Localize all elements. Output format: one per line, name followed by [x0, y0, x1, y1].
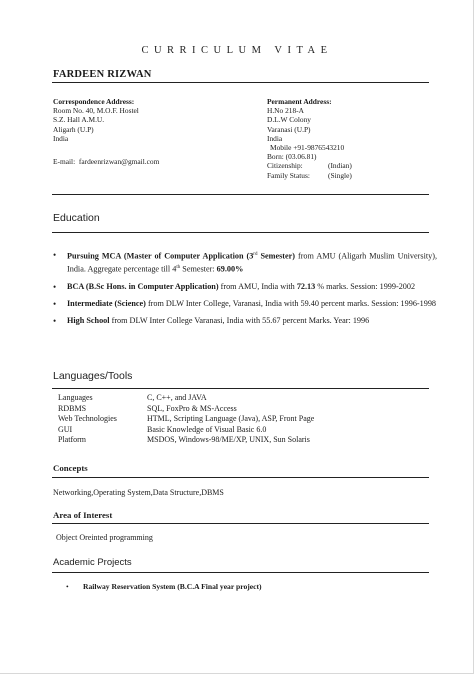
bullet-icon: • [53, 250, 57, 260]
correspondence-heading: Correspondence Address: [53, 97, 135, 106]
bullet-icon: • [66, 582, 69, 591]
permanent-address [267, 97, 352, 180]
address-divider [52, 194, 429, 195]
candidate-name: FARDEEN RIZWAN [53, 69, 152, 80]
concepts-divider [52, 477, 429, 478]
permanent-line: D.L.W Colony [267, 115, 312, 125]
education-item: • High School from DLW Inter College Varanasi, India with 55.67 percent Marks. Year: 1996 [53, 316, 370, 327]
bullet-icon: • [53, 298, 57, 309]
email-address[interactable]: fardeenrizwan@gmail.com [78, 157, 160, 166]
table-row: Platform MSDOS, Windows-98/ME/XP, UNIX, Sun Solaris [58, 435, 310, 445]
interest-divider [52, 523, 429, 524]
education-item: • BCA (B.Sc Hons. in Computer Application) from AMU, India with 72.13 % marks. Session: 1999-2002 [53, 281, 416, 292]
date-of-birth: Born: (03.06.81) [267, 152, 317, 162]
mobile-number: Mobile +91-9876543210 [270, 143, 345, 153]
languages-table [58, 393, 314, 446]
interest-text: Object Oreinted programming [56, 533, 153, 542]
correspondence-line: India [53, 133, 69, 143]
languages-heading: Languages/Tools [53, 370, 133, 382]
permanent-line: India [267, 133, 283, 143]
interest-heading: Area of Interest [53, 510, 113, 520]
education-heading: Education [53, 212, 100, 224]
languages-divider [52, 388, 429, 389]
correspondence-address [53, 97, 139, 143]
correspondence-line: Aligarh (U.P) [53, 124, 94, 134]
citizenship-value: (Indian) [328, 161, 352, 171]
permanent-line: H.No 218-A [267, 106, 304, 116]
family-status-row [267, 171, 352, 180]
document-title: CURRICULUM VITAE [141, 45, 333, 56]
family-status-value: (Single) [328, 170, 352, 180]
name-divider [52, 82, 429, 83]
project-item: • Railway Reservation System (B.C.A Final year project) [66, 582, 262, 591]
bullet-icon: • [53, 281, 57, 292]
permanent-heading: Permanent Address: [267, 97, 332, 106]
projects-divider [52, 572, 429, 573]
family-status-label: Family Status: [267, 170, 310, 180]
table-row: GUI Basic Knowledge of Visual Basic 6.0 [58, 424, 267, 434]
projects-heading: Academic Projects [53, 557, 132, 568]
education-divider [52, 232, 429, 233]
table-row: RDBMS SQL, FoxPro & MS-Access [58, 403, 237, 413]
permanent-line: Varanasi (U.P) [267, 124, 311, 134]
correspondence-line: Room No. 40, M.O.F. Hostel [53, 106, 139, 116]
table-row: Languages C, C++, and JAVA [58, 393, 207, 402]
table-row: Web Technologies HTML, Scripting Language (Java), ASP, Front Page [58, 414, 315, 424]
bullet-icon: • [53, 316, 57, 327]
concepts-heading: Concepts [53, 463, 88, 473]
citizenship-row [267, 161, 352, 170]
email-label: E-mail: [53, 157, 76, 166]
education-item: • Intermediate (Science) from DLW Inter College, Varanasi, India with 59.40 percent marks. Session: 1996-1998 [53, 298, 437, 309]
education-item: • Pursuing MCA (Master of Computer Application (3rd Semester) from AMU (Aligarh Muslim University), India. Aggregate percentage till 4th Semester: 69.00% [53, 250, 437, 274]
concepts-text: Networking,Operating System,Data Structure,DBMS [53, 488, 224, 497]
education-list [53, 250, 437, 333]
correspondence-line: S.Z. Hall A.M.U. [53, 115, 105, 125]
citizenship-label: Citizenship: [267, 161, 303, 171]
email-line [53, 157, 159, 166]
